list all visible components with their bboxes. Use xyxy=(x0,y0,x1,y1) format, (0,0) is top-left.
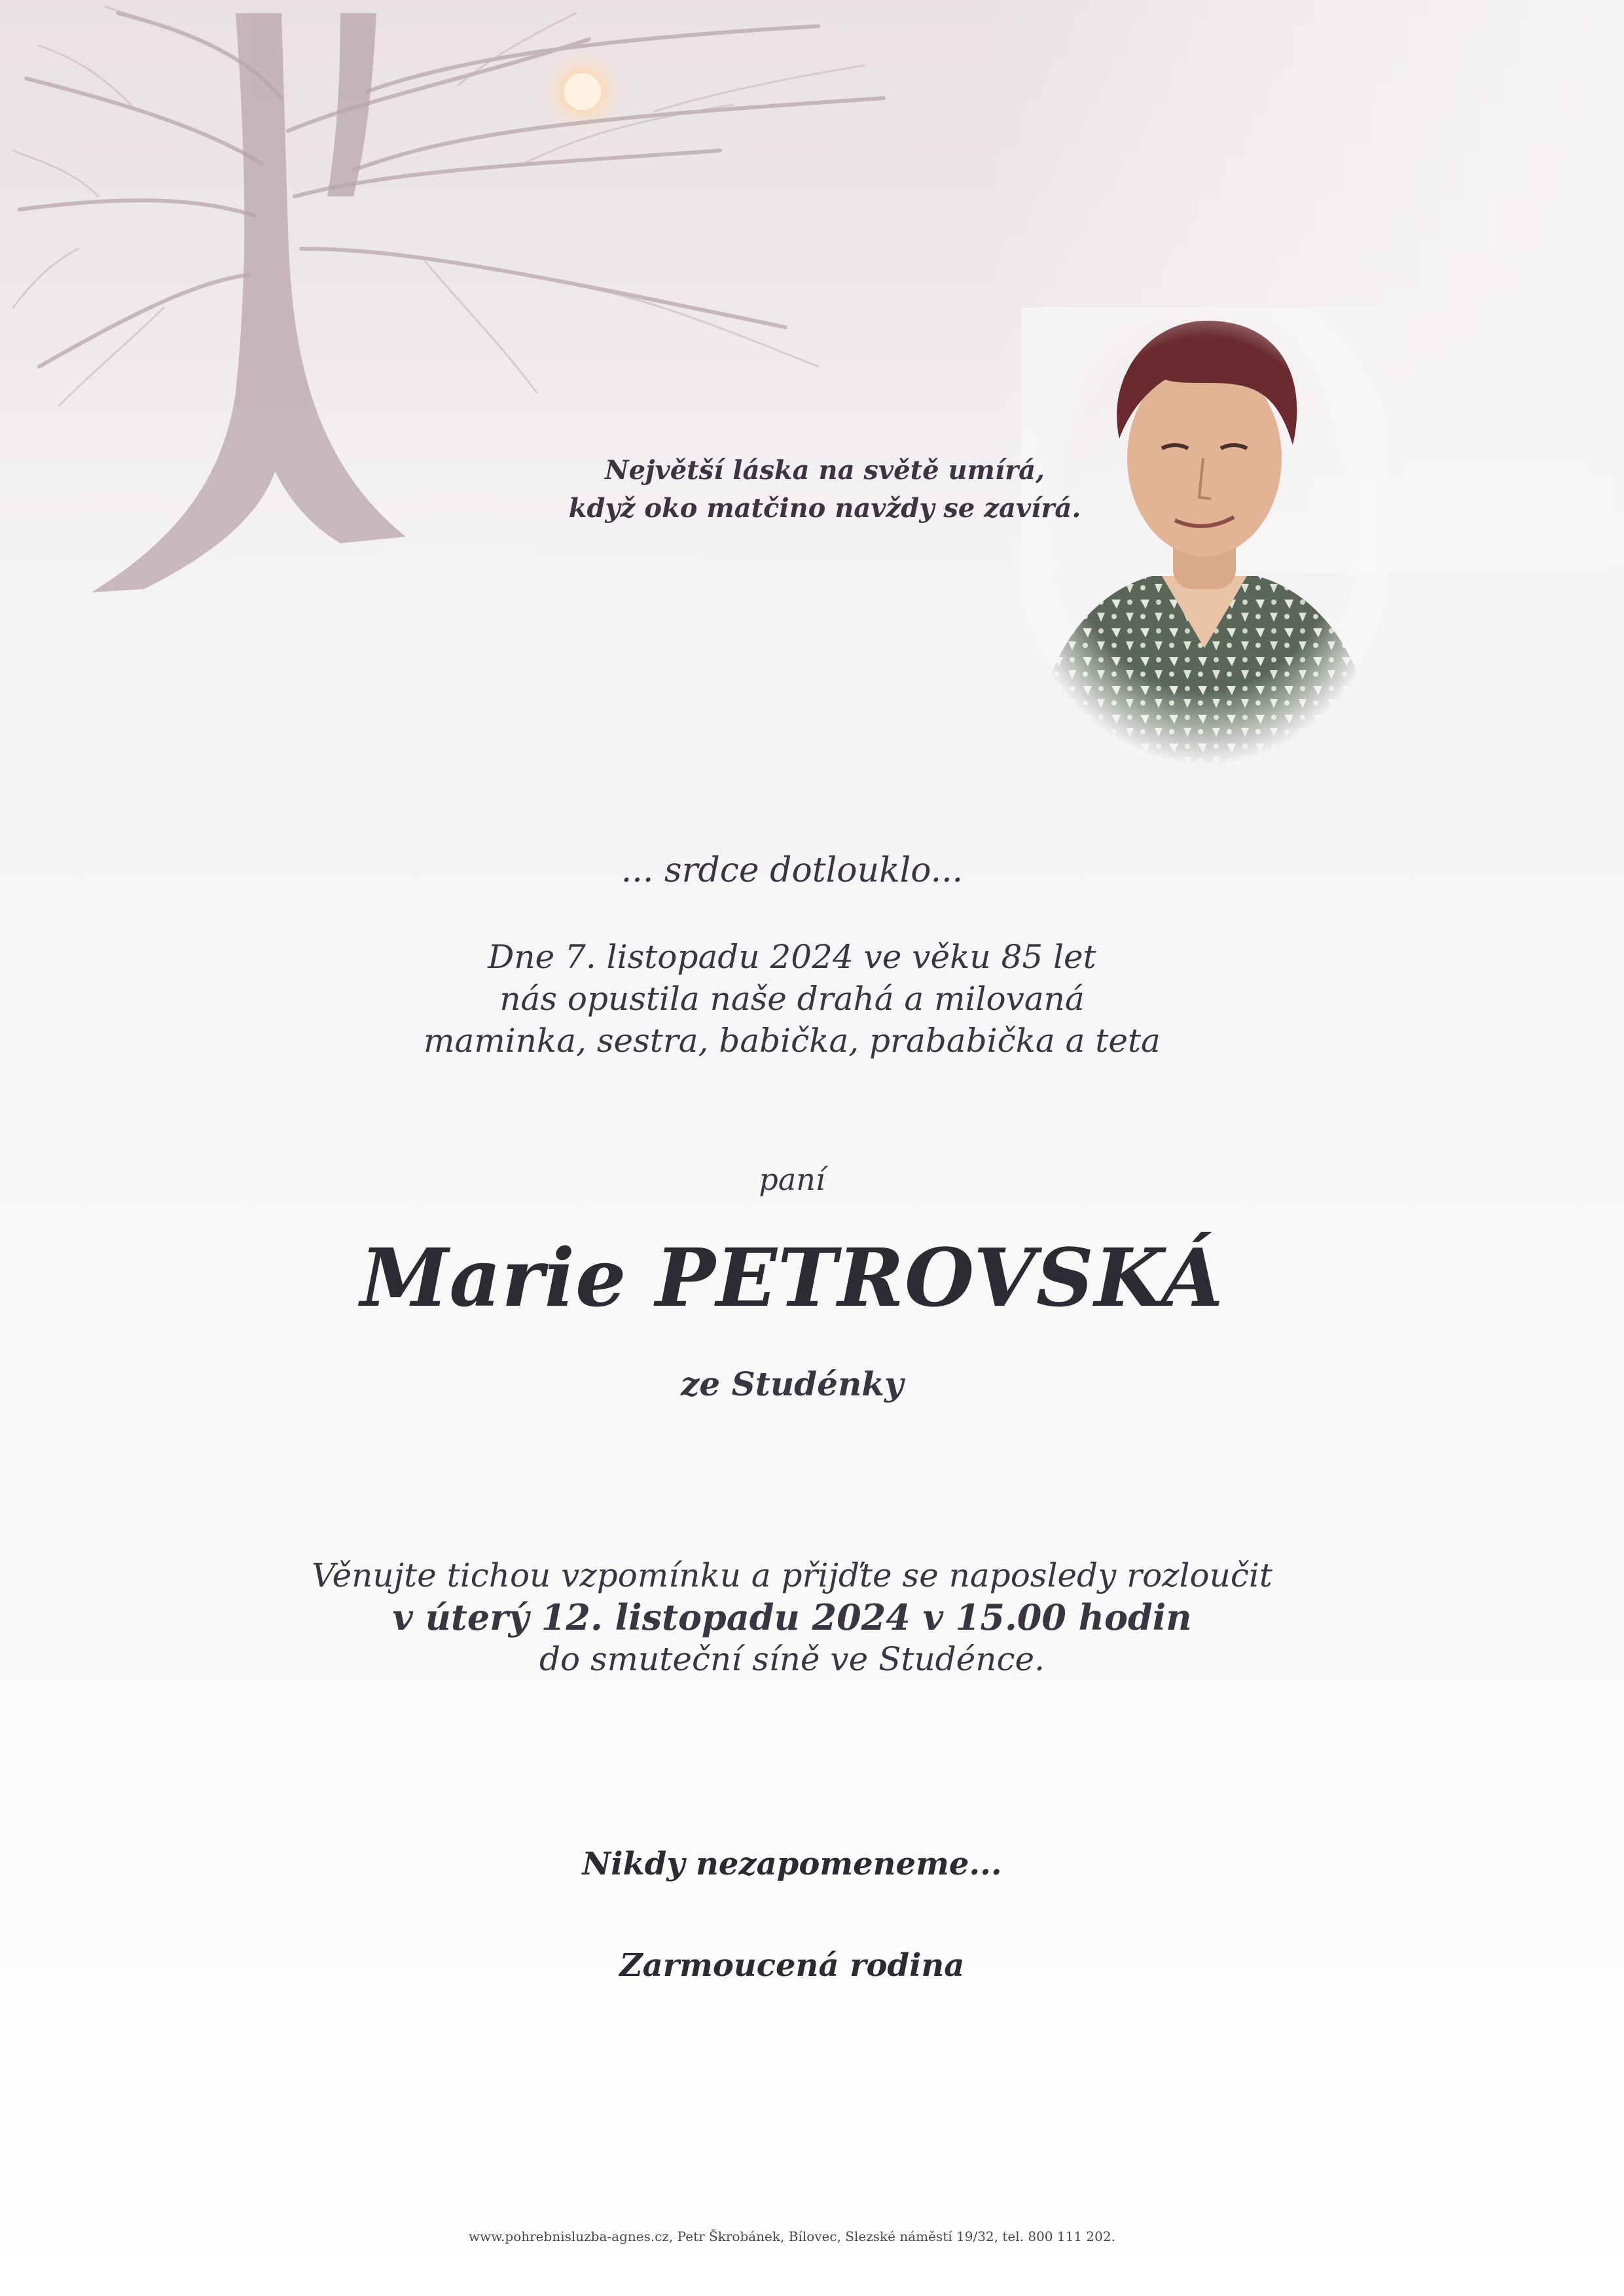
quote-line-1: Největší láska na světě umírá, xyxy=(605,455,1045,486)
portrait-photo xyxy=(1021,308,1388,766)
funeral-invitation xyxy=(0,1554,1584,1680)
deceased-origin: ze Studénky xyxy=(681,1365,903,1403)
quote-line-2: když oko matčino navždy se zavírá. xyxy=(568,493,1081,524)
signature: Zarmoucená rodina xyxy=(619,1947,965,1984)
memorial-quote xyxy=(497,452,1152,528)
honorific: paní xyxy=(759,1162,825,1197)
invitation-line-3: do smuteční síně ve Studénce. xyxy=(539,1640,1045,1678)
announcement-line-1: Dne 7. listopadu 2024 ve věku 85 let xyxy=(488,938,1096,976)
announcement-line-3: maminka, sestra, babička, prababička a teta xyxy=(424,1022,1161,1060)
intro-text: ... srdce dotlouklo... xyxy=(621,851,964,890)
invitation-line-1: Věnujte tichou vzpomínku a přijďte se naposledy rozloučit xyxy=(312,1556,1272,1594)
funeral-service-footer: www.pohrebnisluzba-agnes.cz, Petr Škrobánek, Bílovec, Slezské náměstí 19/32, tel. 800 111 202. xyxy=(469,2229,1115,2244)
invitation-date-time: v úterý 12. listopadu 2024 v 15.00 hodin xyxy=(392,1596,1192,1638)
closing-line: Nikdy nezapomeneme... xyxy=(582,1846,1002,1882)
death-announcement xyxy=(0,936,1584,1062)
announcement-line-2: nás opustila naše drahá a milovaná xyxy=(499,980,1085,1018)
deceased-name: Marie PETROVSKÁ xyxy=(360,1230,1224,1325)
